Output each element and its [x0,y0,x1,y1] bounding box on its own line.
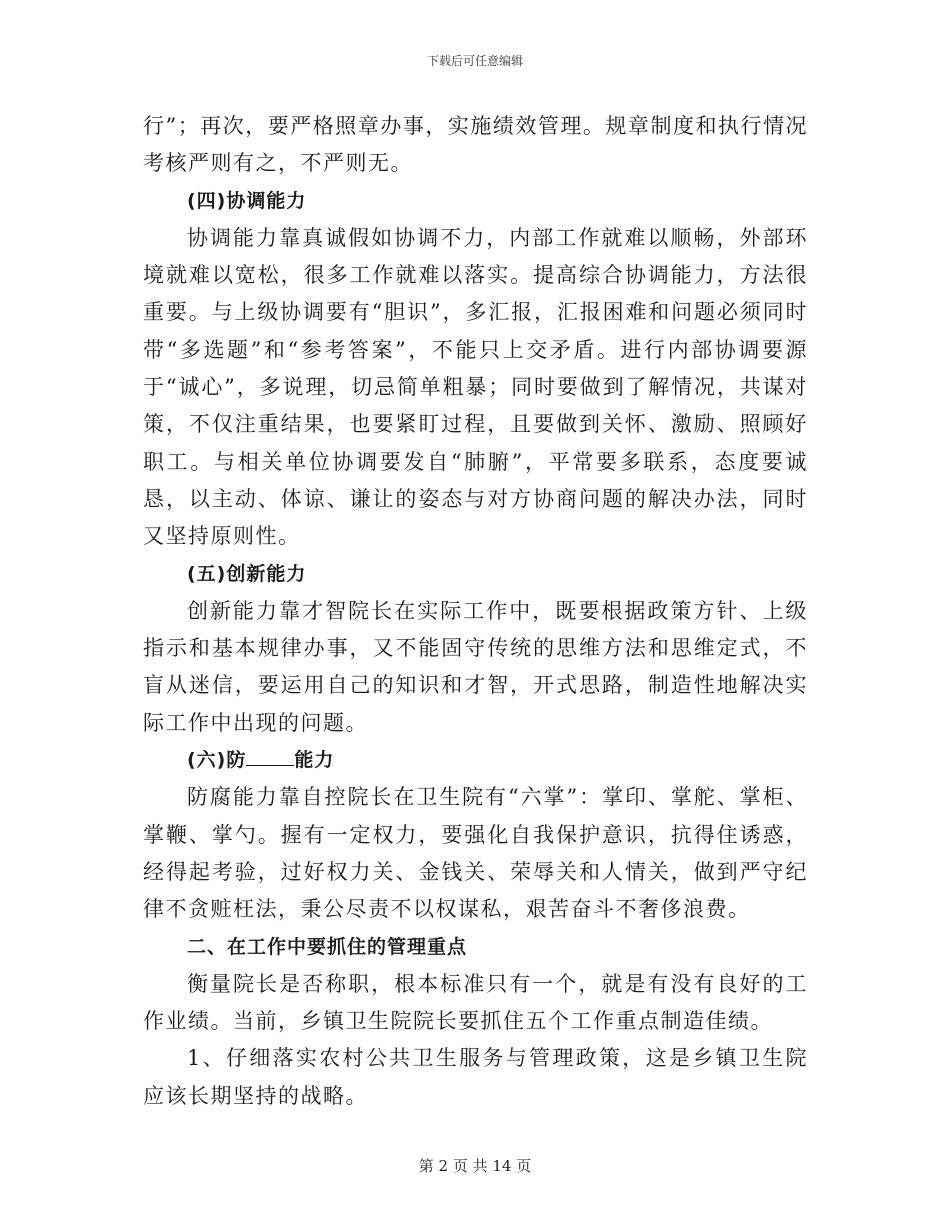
heading-prefix: (六)防 [187,749,247,772]
section-heading-coordination: (四)协调能力 [187,189,307,212]
blank-underline [246,745,294,766]
paragraph-management-focus: 衡量院长是否称职，根本标准只有一个，就是有没有良好的工作业绩。当前，乡镇卫生院院长要抓住五个工作重点制造佳绩。 [143,971,808,1034]
paragraph-innovation: 创新能力靠才智院长在实际工作中，既要根据政策方针、上级指示和基本规律办事，又不能固守传统的思维方法和思维定式，不盲从迷信，要运用自己的知识和才智，开式思路，制造性地解决实际工作中出现的问题。 [143,598,808,735]
page-footer: 第 2 页 共 14 页 [418,1157,532,1175]
page-header: 下载后可任意编辑 [426,54,523,68]
heading-suffix: 能力 [294,749,335,772]
paragraph-continuation: 行”；再次，要严格照章办事，实施绩效管理。规章制度和执行情况考核严则有之，不严则无。 [143,114,808,176]
document-body [143,108,808,1115]
section-heading-innovation: (五)创新能力 [187,562,307,585]
section-heading-anticorruption [143,742,808,779]
section-heading-management-focus: 二、在工作中要抓住的管理重点 [187,935,468,958]
paragraph-item-1: 1、仔细落实农村公共卫生服务与管理政策，这是乡镇卫生院应该长期坚持的战略。 [143,1046,808,1108]
paragraph-anticorruption: 防腐能力靠自控院长在卫生院有“六掌”：掌印、掌舵、掌柜、掌鞭、掌勺。握有一定权力，要强化自我保护意识，抗得住诱惑，经得起考验，过好权力关、金钱关、荣辱关和人情关，做到严守纪律不贪赃枉法，秉公尽责不以权谋私，艰苦奋斗不奢侈浪费。 [143,785,808,922]
paragraph-coordination: 协调能力靠真诚假如协调不力，内部工作就难以顺畅，外部环境就难以宽松，很多工作就难以落实。提高综合协调能力，方法很重要。与上级协调要有“胆识”，多汇报，汇报困难和问题必须同时带“多选题”和“参考答案”，不能只上交矛盾。进行内部协调要源于“诚心”，多说理，切忌简单粗暴；同时要做到了解情况，共谋对策，不仅注重结果，也要紧盯过程，且要做到关怀、激励、照顾好职工。与相关单位协调要发自“肺腑”，平常要多联系，态度要诚恳，以主动、体谅、谦让的姿态与对方协商问题的解决办法，同时又坚持原则性。 [143,225,808,549]
